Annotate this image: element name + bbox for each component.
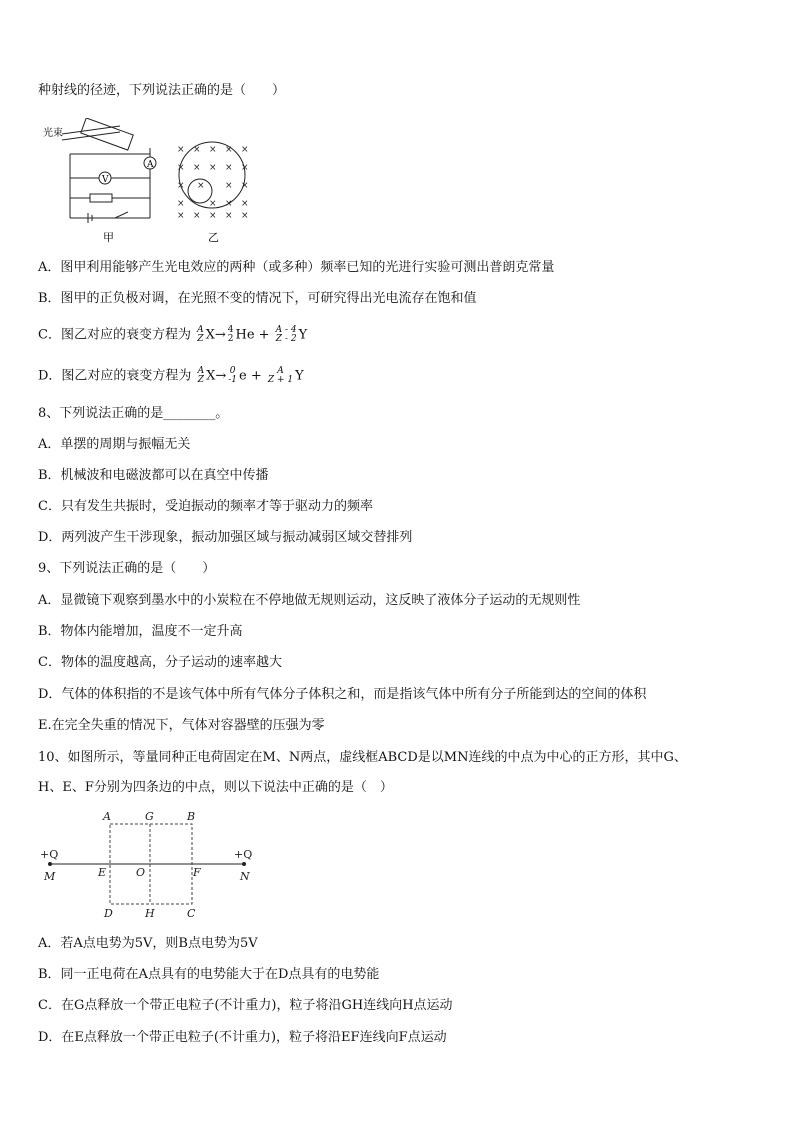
formula-c-nuclide-1: A Z <box>197 325 204 344</box>
formula-c-nuclide-3: A - 4 Z - 2 <box>275 325 297 344</box>
svg-text:×: × <box>177 181 185 191</box>
svg-text:×: × <box>241 181 249 191</box>
fig-yi-caption: 乙 <box>208 231 219 244</box>
svg-text:×: × <box>225 181 233 191</box>
svg-text:×: × <box>209 163 217 173</box>
q10-point-h: H <box>145 907 155 920</box>
svg-text:×: × <box>209 211 217 221</box>
q9-stem: 9、下列说法正确的是（ ） <box>38 561 216 576</box>
q10-option-a: A．若A点电势为5V，则B点电势为5V <box>38 936 258 951</box>
svg-text:×: × <box>225 199 233 209</box>
q7-option-a: A．图甲利用能够产生光电效应的两种（或多种）频率已知的光进行实验可测出普朗克常量 <box>38 260 555 275</box>
fig-jia-caption: 甲 <box>103 231 114 244</box>
formula-d-nuclide-3: A Z + 1 <box>267 366 294 385</box>
svg-text:×: × <box>225 145 233 155</box>
q7-stem-tail: 种射线的径迹，下列说法正确的是（ ） <box>38 83 286 98</box>
svg-text:×: × <box>193 163 201 173</box>
q10-point-d: D <box>104 907 113 920</box>
voltmeter-label: V <box>102 175 109 185</box>
q10-point-m: M <box>44 870 56 883</box>
q8-option-d: D．两列波产生干涉现象，振动加强区域与振动减弱区域交替排列 <box>38 530 413 545</box>
q10-option-b: B．同一正电荷在A点具有的电势能大于在D点具有的电势能 <box>38 967 380 982</box>
q10-point-f: F <box>193 866 201 879</box>
svg-text:×: × <box>241 145 249 155</box>
svg-text:×: × <box>177 163 185 173</box>
q9-option-e: E.在完全失重的情况下，气体对容器壁的压强为零 <box>38 718 325 733</box>
svg-text:×: × <box>177 211 185 221</box>
svg-text:×: × <box>209 145 217 155</box>
svg-text:×: × <box>193 211 201 221</box>
svg-text:×: × <box>241 211 249 221</box>
svg-text:×: × <box>177 145 185 155</box>
q7-option-c-prefix: C．图乙对应的衰变方程为 <box>38 327 191 343</box>
svg-text:×: × <box>193 145 201 155</box>
q8-option-b: B．机械波和电磁波都可以在真空中传播 <box>38 468 269 483</box>
q8-option-a: A．单摆的周期与振幅无关 <box>38 437 191 452</box>
q9-option-d: D．气体的体积指的不是该气体中所有气体分子体积之和，而是指该气体中所有分子所能到达的空间的体积 <box>38 687 647 702</box>
svg-text:×: × <box>225 163 233 173</box>
q10-option-c: C．在G点释放一个带正电粒子(不计重力)，粒子将沿GH连线向H点运动 <box>38 998 453 1013</box>
q8-stem: 8、下列说法正确的是________。 <box>38 406 229 421</box>
svg-text:×: × <box>177 199 185 209</box>
q10-point-c: C <box>187 907 196 920</box>
light-beam-label: 光束 <box>43 128 63 139</box>
q10-left-charge: +Q <box>40 848 59 861</box>
q10-figure <box>38 806 268 924</box>
q10-stem-line-2: H、E、F分别为四条边的中点，则以下说法中正确的是（ ） <box>38 780 393 795</box>
q7-figure <box>40 118 260 248</box>
ammeter-label: A <box>147 160 154 170</box>
q8-option-c: C．只有发生共振时，受迫振动的频率才等于驱动力的频率 <box>38 499 373 514</box>
q10-point-e: E <box>98 866 107 879</box>
q10-point-a: A <box>103 810 111 823</box>
q10-point-g: G <box>145 810 154 823</box>
svg-text:×: × <box>209 199 217 209</box>
q9-option-a: A．显微镜下观察到墨水中的小炭粒在不停地做无规则运动，这反映了液体分子运动的无规则性 <box>38 593 581 608</box>
q7-option-b: B．图甲的正负极对调，在光照不变的情况下，可研究得出光电流存在饱和值 <box>38 291 477 306</box>
q7-option-c: C．图乙对应的衰变方程为 A Z X→ 4 2 He + A - 4 Z - 2 Y <box>38 325 308 344</box>
formula-c-nuclide-2: 4 2 <box>227 325 234 344</box>
q7-option-d-prefix: D．图乙对应的衰变方程为 <box>38 368 192 384</box>
formula-d-nuclide-2: 0 -1 <box>228 366 238 385</box>
q7-option-d: D．图乙对应的衰变方程为 A Z X→ 0 -1 e + A Z + 1 Y <box>38 366 304 385</box>
q10-option-d: D．在E点释放一个带正电粒子(不计重力)，粒子将沿EF连线向F点运动 <box>38 1030 447 1045</box>
svg-text:×: × <box>241 199 249 209</box>
svg-text:×: × <box>197 181 205 191</box>
q9-option-c: C．物体的温度越高，分子运动的速率越大 <box>38 655 282 670</box>
q10-point-o: O <box>136 866 146 879</box>
q10-point-b: B <box>187 810 196 823</box>
formula-d-nuclide-1: A Z <box>197 366 205 385</box>
q10-right-charge: +Q <box>234 848 253 861</box>
q10-stem-line-1: 10、如图所示，等量同种正电荷固定在M、N两点，虚线框ABCD是以MN连线的中点为中心的正方形，其中G、 <box>38 750 687 765</box>
svg-text:×: × <box>241 163 249 173</box>
q10-point-n: N <box>240 870 250 883</box>
q9-option-b: B．物体内能增加，温度不一定升高 <box>38 624 243 639</box>
svg-text:×: × <box>225 211 233 221</box>
